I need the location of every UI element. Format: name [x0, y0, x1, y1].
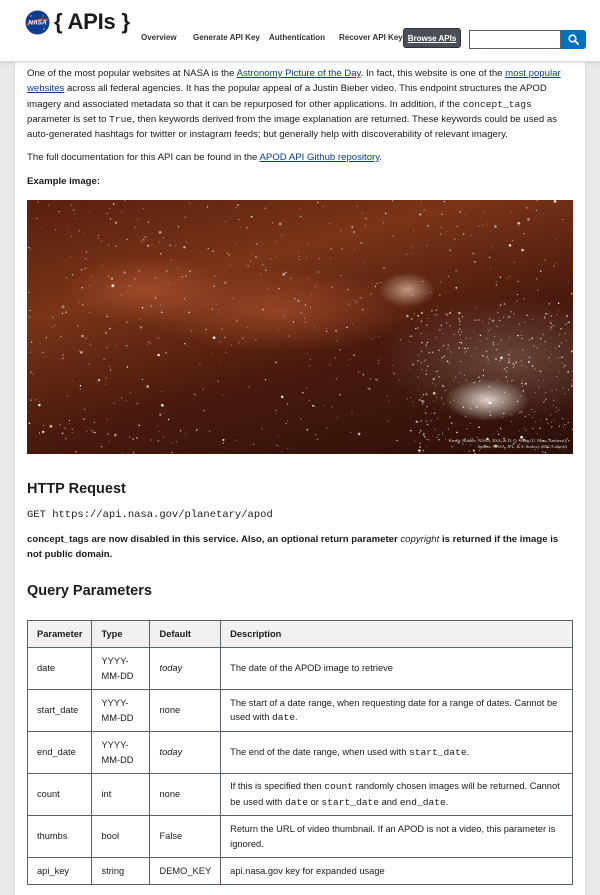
- column-header: Type: [92, 621, 150, 648]
- param-default: today: [150, 648, 221, 690]
- param-default: False: [150, 816, 221, 858]
- param-type: string: [92, 858, 150, 885]
- param-type: bool: [92, 816, 150, 858]
- http-note: concept_tags are now disabled in this service. Also, an optional return parameter copyright is returned if the image is not public domain.: [27, 534, 559, 561]
- param-description: The date of the APOD image to retrieve: [221, 648, 573, 690]
- true-code: True: [109, 113, 133, 125]
- apod-link[interactable]: Astronomy Picture of the Day: [236, 68, 361, 79]
- param-default: DEMO_KEY: [150, 858, 221, 885]
- search-button[interactable]: [561, 30, 586, 49]
- http-request-heading: HTTP Request: [27, 481, 126, 497]
- param-description: The end of the date range, when used with start_date.: [221, 732, 573, 774]
- nav-generate-api-key[interactable]: Generate API Key: [193, 33, 260, 42]
- starfield-graphic: [27, 200, 573, 454]
- table-row: [28, 816, 573, 858]
- param-name: end_date: [28, 732, 92, 774]
- github-repo-link[interactable]: APOD API Github repository: [259, 152, 380, 163]
- image-credit: Credit: Hubble: NASA, ESA, & D. Q. Wang (U. Mass, Amherst); Spitzer: NASA, JPL, & S. Stolovy (SSC/Caltech): [448, 438, 567, 449]
- table-row: [28, 774, 573, 816]
- param-name: date: [28, 648, 92, 690]
- param-description: If this is specified then count randomly chosen images will be returned. Cannot be used with date or start_date and end_date.: [221, 774, 573, 816]
- table-row: [28, 858, 573, 885]
- param-name: api_key: [28, 858, 92, 885]
- param-name: thumbs: [28, 816, 92, 858]
- nav-recover-api-key[interactable]: Recover API Key: [339, 33, 403, 42]
- intro-paragraph: One of the most popular websites at NASA is the Astronomy Picture of the Day. In fact, this website is one of the most popular websites across all federal agencies. It has the popular appeal of a Justin Bieber video. This endpoint structures the APOD imagery and associated metadata so that it can be repurposed for other applications. In addition, if the concept_tags parameter is set to True, then keywords derived from the image explanation are returned. These keywords could be used as auto-generated hashtags for twitter or instagram feeds; but generally help with discoverability of relevant imagery.: [27, 68, 561, 141]
- nav-authentication[interactable]: Authentication: [269, 33, 325, 42]
- query-parameters-table: [27, 620, 573, 885]
- nav-overview[interactable]: Overview: [141, 33, 177, 42]
- nav-browse-apis[interactable]: Browse APIs: [403, 28, 461, 48]
- column-header: Parameter: [28, 621, 92, 648]
- svg-text:NASA: NASA: [28, 19, 47, 27]
- concept-tags-code: concept_tags: [462, 98, 532, 110]
- param-type: YYYY-MM-DD: [92, 732, 150, 774]
- param-default: none: [150, 690, 221, 732]
- column-header: Description: [221, 621, 573, 648]
- table-row: [28, 732, 573, 774]
- param-type: YYYY-MM-DD: [92, 690, 150, 732]
- endpoint-url: GET https://api.nasa.gov/planetary/apod: [27, 509, 273, 521]
- param-description: The start of a date range, when requesting date for a range of dates. Cannot be used with date.: [221, 690, 573, 732]
- column-header: Default: [150, 621, 221, 648]
- table-row: [28, 648, 573, 690]
- param-default: none: [150, 774, 221, 816]
- param-default: today: [150, 732, 221, 774]
- param-type: int: [92, 774, 150, 816]
- nasa-logo-icon[interactable]: [25, 10, 50, 35]
- site-header: [0, 0, 600, 62]
- param-name: start_date: [28, 690, 92, 732]
- table-header-row: [28, 621, 573, 648]
- query-parameters-heading: Query Parameters: [27, 583, 152, 599]
- param-name: count: [28, 774, 92, 816]
- example-image: [27, 200, 573, 454]
- docs-paragraph: The full documentation for this API can be found in the APOD API Github repository.: [27, 152, 382, 163]
- param-description: api.nasa.gov key for expanded usage: [221, 858, 573, 885]
- search-input[interactable]: [469, 30, 561, 49]
- example-image-label: Example image:: [27, 176, 101, 187]
- param-type: YYYY-MM-DD: [92, 648, 150, 690]
- table-row: [28, 690, 573, 732]
- most-popular-link[interactable]: most popular websites: [27, 68, 561, 95]
- search-icon: [568, 34, 579, 45]
- param-description: Return the URL of video thumbnail. If an APOD is not a video, this parameter is ignored.: [221, 816, 573, 858]
- brand-title[interactable]: { APIs }: [54, 9, 130, 34]
